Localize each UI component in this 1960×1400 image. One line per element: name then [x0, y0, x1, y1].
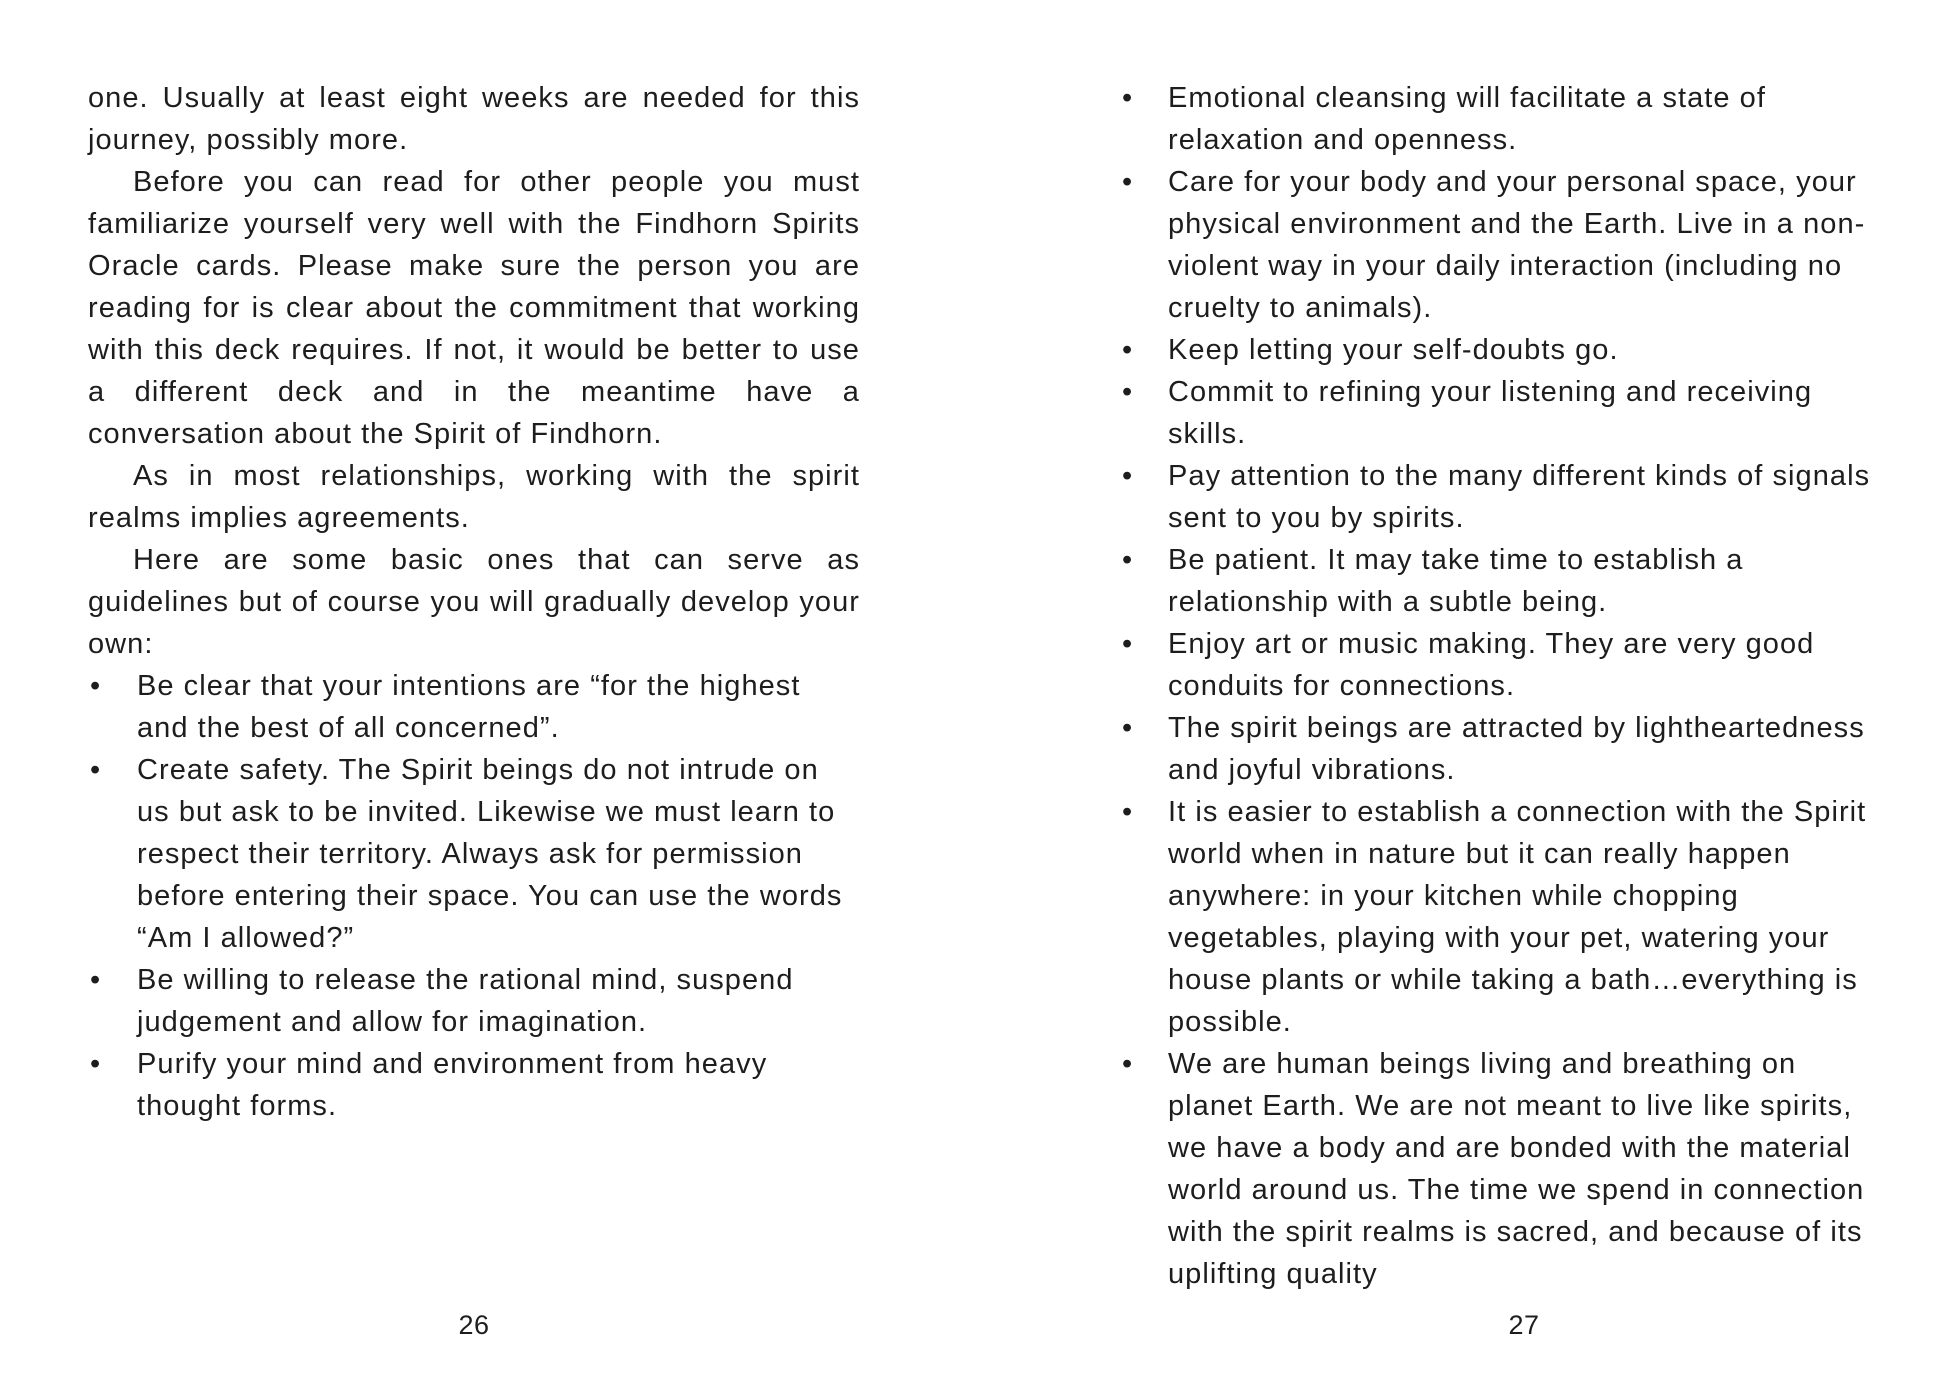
bullet-item: • Pay attention to the many different kinds of signals sent to you by spirits.: [1168, 455, 1880, 539]
bullet-item: • Commit to refining your listening and receiving skills.: [1168, 371, 1880, 455]
page-number-left: 26: [458, 1310, 490, 1340]
bullet-list-right: [1168, 77, 1880, 1295]
bullet-list-left: [88, 665, 860, 1127]
bullet-item: • We are human beings living and breathing on planet Earth. We are not meant to live like spirits, we have a body and are bonded with the material world around us. The time we spend in connection with the spirit realms is sacred, and because of its uplifting quality: [1168, 1043, 1880, 1295]
page-left-text-block: [88, 77, 860, 1127]
bullet-item: • Care for your body and your personal space, your physical environment and the Earth. Live in a non-violent way in your daily interaction (including no cruelty to animals).: [1168, 161, 1880, 329]
page-number-right: 27: [1508, 1310, 1540, 1340]
bullet-item: • Be patient. It may take time to establish a relationship with a subtle being.: [1168, 539, 1880, 623]
paragraph: Here are some basic ones that can serve as guidelines but of course you will gradually develop your own:: [88, 544, 860, 660]
bullet-item: • The spirit beings are attracted by lightheartedness and joyful vibrations.: [1168, 707, 1880, 791]
bullet-item: • Keep letting your self-doubts go.: [1168, 329, 1880, 371]
bullet-item: • Be clear that your intentions are “for the highest and the best of all concerned”.: [88, 665, 860, 749]
paragraph-list: [88, 77, 860, 665]
paragraph: Before you can read for other people you must familiarize yourself very well with the Findhorn Spirits Oracle cards. Please make sure the person you are reading for is clear about the commitment that working with this deck requires. If not, it would be better to use a different deck and in the meantime have a conversation about the Spirit of Findhorn.: [88, 166, 860, 450]
bullet-item: • Emotional cleansing will facilitate a state of relaxation and openness.: [1168, 77, 1880, 161]
bullet-item: • Enjoy art or music making. They are very good conduits for connections.: [1168, 623, 1880, 707]
paragraph: one. Usually at least eight weeks are needed for this journey, possibly more.: [88, 82, 860, 156]
bullet-item: • It is easier to establish a connection with the Spirit world when in nature but it can really happen anywhere: in your kitchen while chopping vegetables, playing with your pet, watering your house plants or while taking a bath…everything is possible.: [1168, 791, 1880, 1043]
paragraph: As in most relationships, working with the spirit realms implies agreements.: [88, 460, 860, 534]
page-right-text-block: [1168, 77, 1880, 1295]
bullet-item: • Purify your mind and environment from heavy thought forms.: [88, 1043, 860, 1127]
page-right: [980, 0, 1960, 1400]
bullet-item: • Create safety. The Spirit beings do not intrude on us but ask to be invited. Likewise we must learn to respect their territory. Always ask for permission before entering their space. You can use the words “Am I allowed?”: [88, 749, 860, 959]
bullet-item: • Be willing to release the rational mind, suspend judgement and allow for imagination.: [88, 959, 860, 1043]
